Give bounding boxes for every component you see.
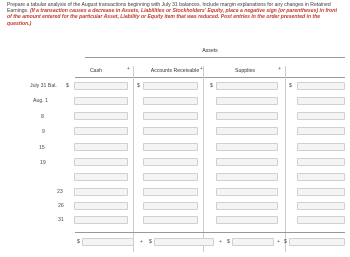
ar-total-input[interactable] [154, 238, 214, 246]
next-col-aug1-input[interactable] [297, 97, 345, 105]
dollar-sign: $ [137, 83, 140, 89]
instructions-highlight: (If a transaction causes a decrease in Assets, Liabilities or Stockholders' Equity, place a negative sign (or parentheses) in front of the amount entered for the particular Asset, Liability or Equity item that was reduced. Post entries in the order presented in the question.) [7, 8, 338, 27]
row-label-8: 8 [41, 114, 44, 120]
next-col-extra-input[interactable] [297, 173, 345, 181]
cash-total-input[interactable] [82, 238, 134, 246]
plus-operator: + [219, 239, 222, 245]
row-label-19: 19 [40, 160, 46, 166]
supplies-19-input[interactable] [216, 158, 278, 166]
next-col-july31-input[interactable] [297, 82, 345, 90]
dollar-sign: $ [289, 83, 292, 89]
dollar-sign: $ [66, 83, 69, 89]
row-label-23: 23 [57, 189, 63, 195]
ar-8-input[interactable] [143, 112, 198, 120]
cash-31-input[interactable] [74, 216, 128, 224]
ar-15-input[interactable] [143, 143, 198, 151]
cash-23-input[interactable] [74, 188, 128, 196]
ar-extra-input[interactable] [143, 173, 198, 181]
row-label-31: 31 [58, 217, 64, 223]
assets-header: Assets [202, 48, 218, 54]
supplies-23-input[interactable] [216, 188, 278, 196]
cash-aug1-input[interactable] [74, 97, 128, 105]
dollar-sign: $ [227, 239, 230, 245]
next-col-8-input[interactable] [297, 112, 345, 120]
next-col-19-input[interactable] [297, 158, 345, 166]
next-col-26-input[interactable] [297, 202, 345, 210]
cash-9-input[interactable] [74, 127, 128, 135]
ar-9-input[interactable] [143, 127, 198, 135]
dollar-sign: $ [210, 83, 213, 89]
dollar-sign: $ [77, 239, 80, 245]
ar-26-input[interactable] [143, 202, 198, 210]
column-divider [285, 66, 286, 252]
row-label-july31: July 31 Bal. [30, 83, 57, 89]
cash-26-input[interactable] [74, 202, 128, 210]
total-separator-line [75, 232, 345, 233]
supplies-9-input[interactable] [216, 127, 278, 135]
instructions [7, 2, 343, 27]
dollar-sign: $ [149, 239, 152, 245]
cash-8-input[interactable] [74, 112, 128, 120]
supplies-26-input[interactable] [216, 202, 278, 210]
cash-19-input[interactable] [74, 158, 128, 166]
row-label-9: 9 [42, 129, 45, 135]
accounts-receivable-header: Accounts Receivable [150, 68, 200, 74]
ar-31-input[interactable] [143, 216, 198, 224]
header-underline [75, 77, 345, 78]
supplies-july31-input[interactable] [216, 82, 278, 90]
supplies-15-input[interactable] [216, 143, 278, 151]
instructions-text: Prepare a tabular analysis of the August transactions beginning with July 31 balances. Include margin explanations for any changes in Retained Earnings. [7, 2, 331, 15]
supplies-aug1-input[interactable] [216, 97, 278, 105]
cash-15-input[interactable] [74, 143, 128, 151]
plus-operator: + [277, 239, 280, 245]
ar-23-input[interactable] [143, 188, 198, 196]
next-col-23-input[interactable] [297, 188, 345, 196]
assets-header-line [85, 57, 345, 58]
column-divider [203, 66, 204, 252]
next-col-31-input[interactable] [297, 216, 345, 224]
next-col-9-input[interactable] [297, 127, 345, 135]
plus-operator: + [127, 66, 130, 72]
cash-header: Cash [89, 68, 103, 74]
supplies-header: Supplies [235, 68, 255, 74]
dollar-sign: $ [284, 239, 287, 245]
supplies-8-input[interactable] [216, 112, 278, 120]
plus-operator: + [278, 66, 281, 72]
plus-operator: + [200, 66, 203, 72]
row-label-26: 26 [58, 203, 64, 209]
ar-july31-input[interactable] [143, 82, 198, 90]
plus-operator: + [140, 239, 143, 245]
supplies-31-input[interactable] [216, 216, 278, 224]
row-label-15: 15 [39, 145, 45, 151]
supplies-extra-input[interactable] [216, 173, 278, 181]
cash-extra-input[interactable] [74, 173, 128, 181]
row-label-aug1: Aug. 1 [33, 98, 48, 104]
column-divider [133, 66, 134, 252]
cash-july31-input[interactable] [74, 82, 128, 90]
next-col-total-input[interactable] [289, 238, 345, 246]
ar-aug1-input[interactable] [143, 97, 198, 105]
supplies-total-input[interactable] [232, 238, 274, 246]
next-col-15-input[interactable] [297, 143, 345, 151]
ar-19-input[interactable] [143, 158, 198, 166]
